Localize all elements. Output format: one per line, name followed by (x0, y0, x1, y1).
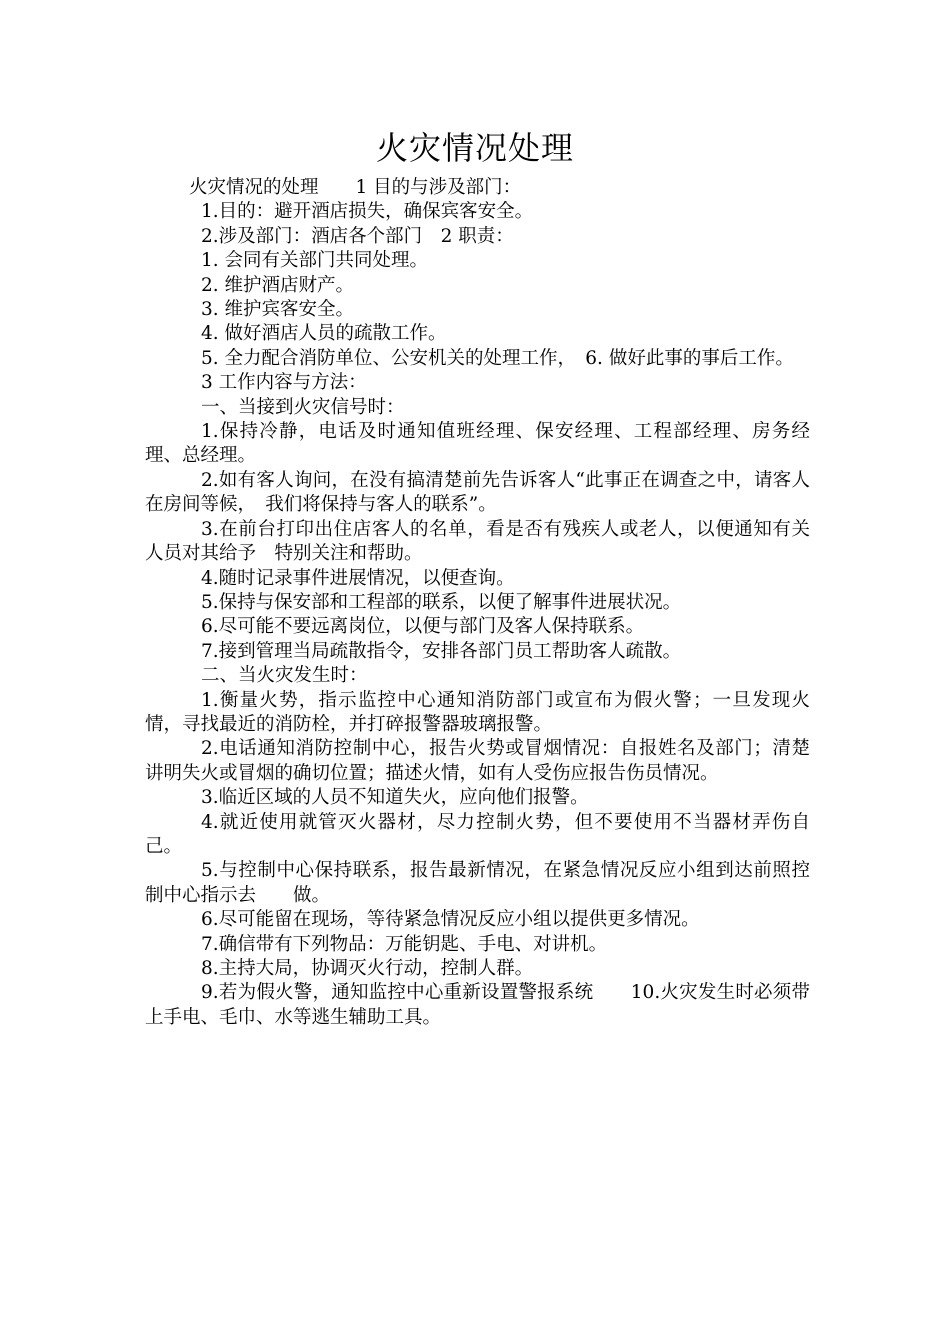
paragraph: 1.保持冷静，电话及时通知值班经理、保安经理、工程部经理、房务经理、总经理。 (145, 421, 810, 467)
paragraph: 9.若为假火警，通知监控中心重新设置警报系统 10.火灾发生时必须带上手电、毛巾、水等逃生辅助工具。 (145, 982, 810, 1028)
paragraph: 4.就近使用就管灭火器材，尽力控制火势，但不要使用不当器材弄伤自己。 (145, 811, 810, 857)
paragraph: 3.临近区域的人员不知道失火，应向他们报警。 (201, 787, 589, 809)
paragraph: 1. 会同有关部门共同处理。 (201, 250, 429, 272)
paragraph: 5.保持与保安部和工程部的联系，以便了解事件进展状况。 (201, 591, 682, 613)
paragraph: 2.电话通知消防控制中心，报告火势或冒烟情况：自报姓名及部门；清楚讲明失火或冒烟的确切位置；描述火情，如有人受伤应报告伤员情况。 (145, 738, 810, 784)
paragraph: 3.在前台打印出住店客人的名单，看是否有残疾人或老人，以便通知有关人员对其给予 特别关注和帮助。 (145, 518, 810, 565)
paragraph: 3. 维护宾客安全。 (201, 299, 355, 321)
paragraph-intro: 火灾情况的处理 1 目的与涉及部门： (189, 177, 522, 198)
page-title: 火灾情况处理 (375, 129, 574, 167)
paragraph: 4. 做好酒店人员的疏散工作。 (201, 323, 447, 345)
subsection-heading: 一、当接到火灾信号时： (201, 396, 405, 418)
paragraph: 7.确信带有下列物品：万能钥匙、手电、对讲机。 (201, 933, 608, 955)
paragraph: 1.衡量火势，指示监控中心通知消防部门或宣布为假火警；一旦发现火情，寻找最近的消防栓，并打碎报警器玻璃报警。 (145, 689, 810, 735)
paragraph: 6.尽可能不要远离岗位，以便与部门及客人保持联系。 (201, 616, 645, 638)
paragraph: 2.涉及部门：酒店各个部门 2 职责： (201, 225, 514, 247)
paragraph: 2. 维护酒店财产。 (201, 274, 355, 296)
document-body (145, 176, 810, 1030)
paragraph: 2.如有客人询问，在没有搞清楚前先告诉客人“此事正在调查之中，请客人在房间等候， 我们将保持与客人的联系”。 (145, 469, 810, 516)
paragraph: 7.接到管理当局疏散指令，安排各部门员工帮助客人疏散。 (201, 640, 682, 662)
paragraph: 1.目的：避开酒店损失，确保宾客安全。 (201, 201, 534, 223)
paragraph: 4.随时记录事件进展情况，以便查询。 (201, 567, 515, 589)
subsection-heading: 二、当火灾发生时： (201, 665, 368, 687)
paragraph: 6.尽可能留在现场，等待紧急情况反应小组以提供更多情况。 (201, 909, 700, 931)
paragraph: 5. 全力配合消防单位、公安机关的处理工作， 6. 做好此事的事后工作。 (201, 347, 794, 369)
section-heading: 3 工作内容与方法： (201, 372, 367, 394)
paragraph: 5.与控制中心保持联系，报告最新情况，在紧急情况反应小组到达前照控制中心指示去 做。 (145, 860, 810, 906)
paragraph: 8.主持大局，协调灭火行动，控制人群。 (201, 958, 534, 979)
